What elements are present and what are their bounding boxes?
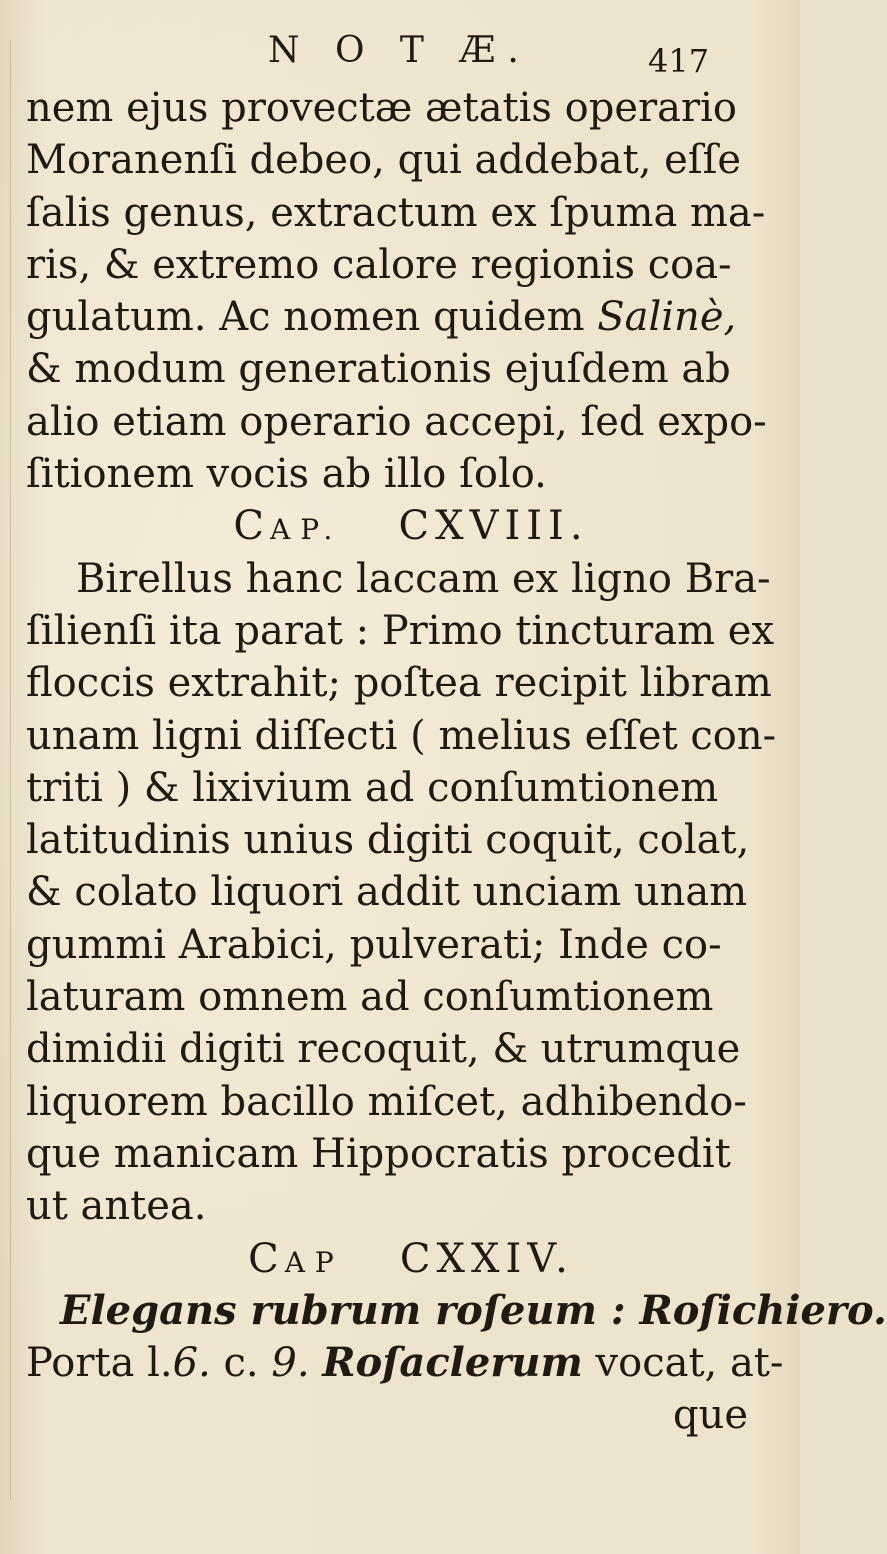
text-line: triti ) & lixivium ad conſumtionem xyxy=(26,764,719,811)
chapter-word-initial: C xyxy=(248,1235,285,1282)
text-line: unam ligni diſſecti ( melius eſſet con- xyxy=(26,712,777,759)
chapter-number: CXXIV. xyxy=(399,1235,574,1282)
text-line: ris, & extremo calore regionis coa- xyxy=(26,241,732,288)
text-line xyxy=(26,1285,887,1337)
page-number: 417 xyxy=(648,42,710,80)
text-line xyxy=(26,1337,796,1389)
italic-term: Roſaclerum xyxy=(322,1339,583,1387)
text-line: latitudinis unius digiti coquit, colat, xyxy=(26,817,750,864)
text-span: gulatum. Ac nomen quidem xyxy=(26,294,585,341)
text-line: gummi Arabici, pulverati; Inde co- xyxy=(26,921,722,968)
gutter-line xyxy=(10,40,11,1500)
text-line: ſitionem vocis ab illo ſolo. xyxy=(26,451,547,498)
italic-number: 6. xyxy=(172,1340,211,1387)
text-line: ut antea. xyxy=(26,1183,207,1230)
catchword: que xyxy=(672,1392,748,1439)
text-line: ſalis genus, extractum ex ſpuma ma- xyxy=(26,189,766,236)
chapter-number: CXVIII. xyxy=(398,503,589,550)
text-span: c. xyxy=(223,1340,259,1387)
text-line: alio etiam operario accepi, ſed expo- xyxy=(26,398,767,445)
chapter-heading xyxy=(26,500,796,552)
text-line: liquorem bacillo miſcet, adhibendo- xyxy=(26,1078,747,1125)
text-span: Porta l. xyxy=(26,1340,173,1387)
text-line: Birellus hanc laccam ex ligno Bra- xyxy=(76,555,771,602)
text-line: Moranenſi debeo, qui addebat, eſſe xyxy=(26,137,742,184)
text-line: & colato liquori addit unciam unam xyxy=(26,869,748,916)
chapter-heading xyxy=(26,1233,796,1285)
text-line: dimidii digiti recoquit, & utrumque xyxy=(26,1026,741,1073)
chapter-word-rest: AP. xyxy=(270,513,343,547)
text-line: que manicam Hippocratis procedit xyxy=(26,1130,731,1177)
chapter-word-initial: C xyxy=(233,503,271,550)
running-title: N O T Æ. xyxy=(268,30,531,71)
italic-number: 9. xyxy=(271,1340,310,1387)
text-span: vocat, at- xyxy=(595,1340,784,1387)
text-line: floccis extrahit; poſtea recipit libram xyxy=(26,660,772,707)
text-line: ſilienſi ita parat : Primo tincturam ex xyxy=(26,607,775,654)
body-text xyxy=(26,82,887,1442)
italic-term: Elegans rubrum roſeum : Roſichiero. xyxy=(60,1286,887,1334)
italic-term: Salinè, xyxy=(597,294,737,341)
text-line: & modum generationis ejuſdem ab xyxy=(26,346,731,393)
text-line: laturam omnem ad conſumtionem xyxy=(26,974,714,1021)
text-line: nem ejus provectæ ætatis operario xyxy=(26,85,737,131)
chapter-word-rest: AP xyxy=(284,1245,344,1279)
text-line xyxy=(26,291,796,343)
